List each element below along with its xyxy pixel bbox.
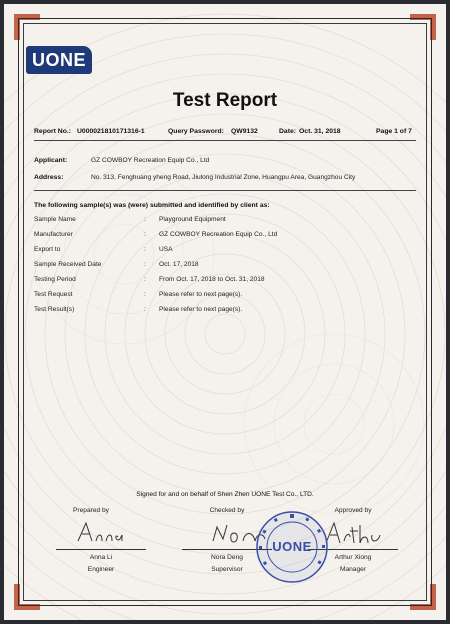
prepared-by-name: Anna Li — [89, 554, 113, 561]
date-value: Oct. 31, 2018 — [299, 128, 341, 135]
sample-row-label: Sample Received Date — [34, 261, 102, 268]
report-no-value: U000021810171316-1 — [77, 128, 145, 135]
query-password-label: Query Password: — [168, 128, 224, 135]
sample-row-value: USA — [159, 246, 173, 253]
sample-row-label: Testing Period — [34, 276, 76, 283]
approved-by-label: Approved by — [334, 507, 372, 514]
sample-row-label: Test Request — [34, 291, 73, 298]
certificate-sheet — [4, 4, 446, 620]
checked-by-label: Checked by — [209, 507, 245, 514]
signature-arthur — [324, 519, 384, 547]
checked-by-name: Nora Deng — [211, 554, 243, 561]
sample-row-value: GZ COWBOY Recreation Equip Co., Ltd — [159, 231, 278, 238]
divider-middle — [34, 190, 416, 191]
seal-center-text: UONE — [272, 539, 312, 554]
date-label: Date: — [279, 128, 296, 135]
approved-by-name: Arthur Xiong — [334, 554, 372, 561]
query-password-value: QW9132 — [231, 128, 258, 135]
sample-row-colon: : — [144, 291, 146, 298]
sample-row-colon: : — [144, 246, 146, 253]
sample-row-value: Please refer to next page(s). — [159, 291, 243, 298]
divider-top — [34, 140, 416, 141]
sample-row-value: Please refer to next page(s). — [159, 306, 243, 313]
signatures-header: Signed for and on behalf of Shen Zhen UONE Test Co., LTD. — [136, 491, 314, 498]
sample-row-label: Manufacturer — [34, 231, 73, 238]
sample-row-colon: : — [144, 276, 146, 283]
address-value: No. 313, Fenghuang yheng Road, Jiulong Industrial Zone, Huangpu Area, Guangzhou City — [91, 174, 356, 181]
sample-row-value: Playground Equipment — [159, 216, 226, 223]
sample-row-colon: : — [144, 306, 146, 313]
sample-row-value: Oct. 17, 2018 — [159, 261, 199, 268]
address-label: Address: — [34, 174, 64, 181]
sample-row-label: Sample Name — [34, 216, 76, 223]
sample-row-colon: : — [144, 261, 146, 268]
report-no-label: Report No.: — [34, 128, 72, 135]
uone-logo: UONE — [26, 46, 92, 74]
signature-line-prepared — [56, 549, 146, 550]
prepared-by-title: Engineer — [87, 566, 115, 573]
signature-anna — [74, 519, 134, 547]
applicant-value: GZ COWBOY Recreation Equip Co., Ltd — [91, 157, 210, 164]
sample-row-value: From Oct. 17, 2018 to Oct. 31, 2018 — [159, 276, 265, 283]
page-info: Page 1 of 7 — [376, 128, 412, 135]
sample-row-colon: : — [144, 216, 146, 223]
sample-row-label: Export to — [34, 246, 61, 253]
approved-by-title: Manager — [339, 566, 367, 573]
document-title: Test Report — [172, 90, 278, 111]
applicant-label: Applicant: — [34, 157, 68, 164]
company-seal — [255, 510, 329, 584]
sample-row-colon: : — [144, 231, 146, 238]
checked-by-title: Supervisor — [211, 566, 243, 573]
prepared-by-label: Prepared by — [73, 507, 109, 514]
sample-row-label: Test Result(s) — [34, 306, 75, 313]
samples-intro: The following sample(s) was (were) submitted and identified by client as: — [34, 202, 270, 209]
